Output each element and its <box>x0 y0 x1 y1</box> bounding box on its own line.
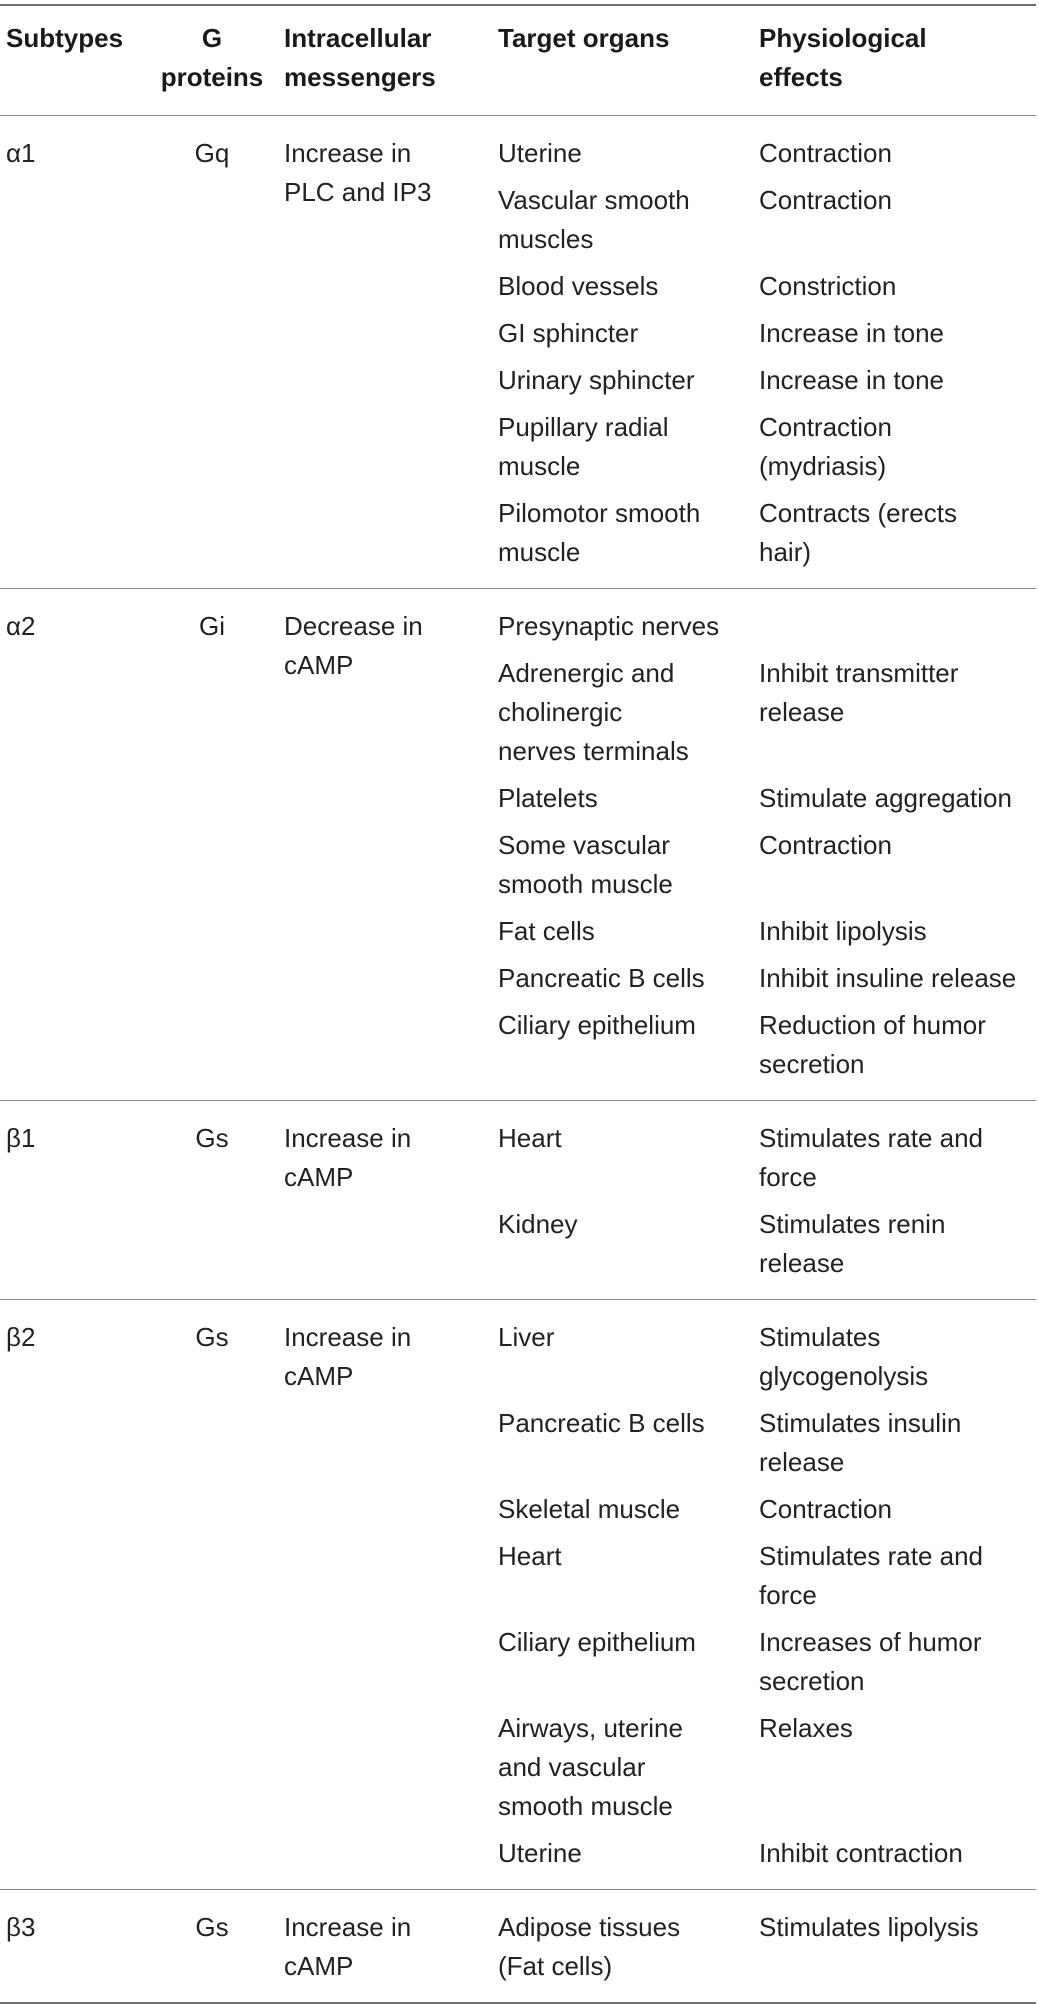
target-organ: nerves terminals <box>498 736 689 766</box>
physiological-effect: Contraction <box>759 138 892 168</box>
target-organ: muscle <box>498 451 581 481</box>
g-protein-label: Gs <box>195 1912 229 1942</box>
physiological-effect: Contraction <box>759 1494 892 1524</box>
target-organ: Pancreatic B cells <box>498 963 705 993</box>
physiological-effect: force <box>759 1162 817 1192</box>
physiological-effect: Stimulates rate and <box>759 1541 984 1571</box>
physiological-effect: Contraction <box>759 185 892 215</box>
target-organ: Vascular smooth <box>498 185 690 215</box>
target-organ: Liver <box>498 1322 555 1352</box>
target-organ: Heart <box>498 1541 562 1571</box>
g-protein-label: Gq <box>194 138 230 168</box>
subtype-label: β1 <box>6 1123 36 1153</box>
physiological-effect: hair) <box>759 537 812 567</box>
messenger-text: Increase in <box>284 1912 412 1942</box>
subtype-label: α2 <box>6 611 36 641</box>
physiological-effect: release <box>759 1447 845 1477</box>
header-g-proteins: G <box>201 23 223 53</box>
target-organ: Uterine <box>498 1838 582 1868</box>
target-organ: Uterine <box>498 138 582 168</box>
header-intracellular-messengers: messengers <box>284 62 436 92</box>
physiological-effect: Stimulates renin <box>759 1209 946 1239</box>
subtype-label: β3 <box>6 1912 36 1942</box>
physiological-effect: secretion <box>759 1049 865 1079</box>
target-organ: Platelets <box>498 783 598 813</box>
physiological-effect: Inhibit transmitter <box>759 658 959 688</box>
physiological-effect: Stimulates <box>759 1322 881 1352</box>
header-physiological-effects: effects <box>759 62 843 92</box>
messenger-text: Decrease in <box>284 611 423 641</box>
physiological-effect: Reduction of humor <box>759 1010 986 1040</box>
physiological-effect: Stimulates insulin <box>759 1408 962 1438</box>
messenger-text: cAMP <box>284 1361 354 1391</box>
subtype-label: α1 <box>6 138 36 168</box>
subtype-label: β2 <box>6 1322 36 1352</box>
target-organ: muscles <box>498 224 594 254</box>
messenger-text: cAMP <box>284 1162 354 1192</box>
header-intracellular-messengers: Intracellular <box>284 23 432 53</box>
target-organ: Airways, uterine <box>498 1713 683 1743</box>
header-target-organs: Target organs <box>498 23 670 53</box>
group-divider <box>0 1299 1036 1300</box>
physiological-effect: (mydriasis) <box>759 451 887 481</box>
messenger-text: cAMP <box>284 650 354 680</box>
target-organ: Urinary sphincter <box>498 365 695 395</box>
target-organ: GI sphincter <box>498 318 639 348</box>
target-organ: Pilomotor smooth <box>498 498 701 528</box>
target-organ: Heart <box>498 1123 562 1153</box>
target-organ: Ciliary epithelium <box>498 1627 696 1657</box>
target-organ: Presynaptic nerves <box>498 611 720 641</box>
physiological-effect: Contracts (erects <box>759 498 957 528</box>
target-organ: Adipose tissues <box>498 1912 681 1942</box>
physiological-effect: Constriction <box>759 271 897 301</box>
group-divider <box>0 588 1036 589</box>
physiological-effect: Stimulates rate and <box>759 1123 984 1153</box>
target-organ: Ciliary epithelium <box>498 1010 696 1040</box>
messenger-text: PLC and IP3 <box>284 177 432 207</box>
physiological-effect: Increases of humor <box>759 1627 982 1657</box>
physiological-effect: secretion <box>759 1666 865 1696</box>
group-divider <box>0 1889 1036 1890</box>
target-organ: Some vascular <box>498 830 670 860</box>
target-organ: smooth muscle <box>498 869 673 899</box>
physiological-effect: Relaxes <box>759 1713 853 1743</box>
messenger-text: Increase in <box>284 138 412 168</box>
header-divider <box>0 115 1036 116</box>
target-organ: Pancreatic B cells <box>498 1408 705 1438</box>
messenger-text: cAMP <box>284 1951 354 1981</box>
g-protein-label: Gs <box>195 1322 229 1352</box>
target-organ: and vascular <box>498 1752 646 1782</box>
target-organ: Pupillary radial <box>498 412 669 442</box>
target-organ: smooth muscle <box>498 1791 673 1821</box>
header-subtypes: Subtypes <box>6 23 124 53</box>
target-organ: Blood vessels <box>498 271 659 301</box>
target-organ: Adrenergic and <box>498 658 675 688</box>
physiological-effect: Inhibit contraction <box>759 1838 963 1868</box>
physiological-effect: glycogenolysis <box>759 1361 929 1391</box>
physiological-effect: release <box>759 697 845 727</box>
g-protein-label: Gs <box>195 1123 229 1153</box>
top-rule <box>0 4 1036 6</box>
target-organ: (Fat cells) <box>498 1951 613 1981</box>
physiological-effect: Increase in tone <box>759 365 945 395</box>
physiological-effect: Stimulates lipolysis <box>759 1912 979 1942</box>
header-g-proteins: proteins <box>160 62 264 92</box>
header-physiological-effects: Physiological <box>759 23 927 53</box>
target-organ: muscle <box>498 537 581 567</box>
target-organ: Fat cells <box>498 916 595 946</box>
physiological-effect: Increase in tone <box>759 318 945 348</box>
physiological-effect: Inhibit insuline release <box>759 963 1017 993</box>
target-organ: Skeletal muscle <box>498 1494 681 1524</box>
physiological-effect: Contraction <box>759 412 892 442</box>
messenger-text: Increase in <box>284 1322 412 1352</box>
g-protein-label: Gi <box>199 611 225 641</box>
physiological-effect: force <box>759 1580 817 1610</box>
target-organ: cholinergic <box>498 697 623 727</box>
group-divider <box>0 1100 1036 1101</box>
messenger-text: Increase in <box>284 1123 412 1153</box>
physiological-effect: Stimulate aggregation <box>759 783 1012 813</box>
physiological-effect: Inhibit lipolysis <box>759 916 927 946</box>
physiological-effect: Contraction <box>759 830 892 860</box>
target-organ: Kidney <box>498 1209 578 1239</box>
physiological-effect: release <box>759 1248 845 1278</box>
